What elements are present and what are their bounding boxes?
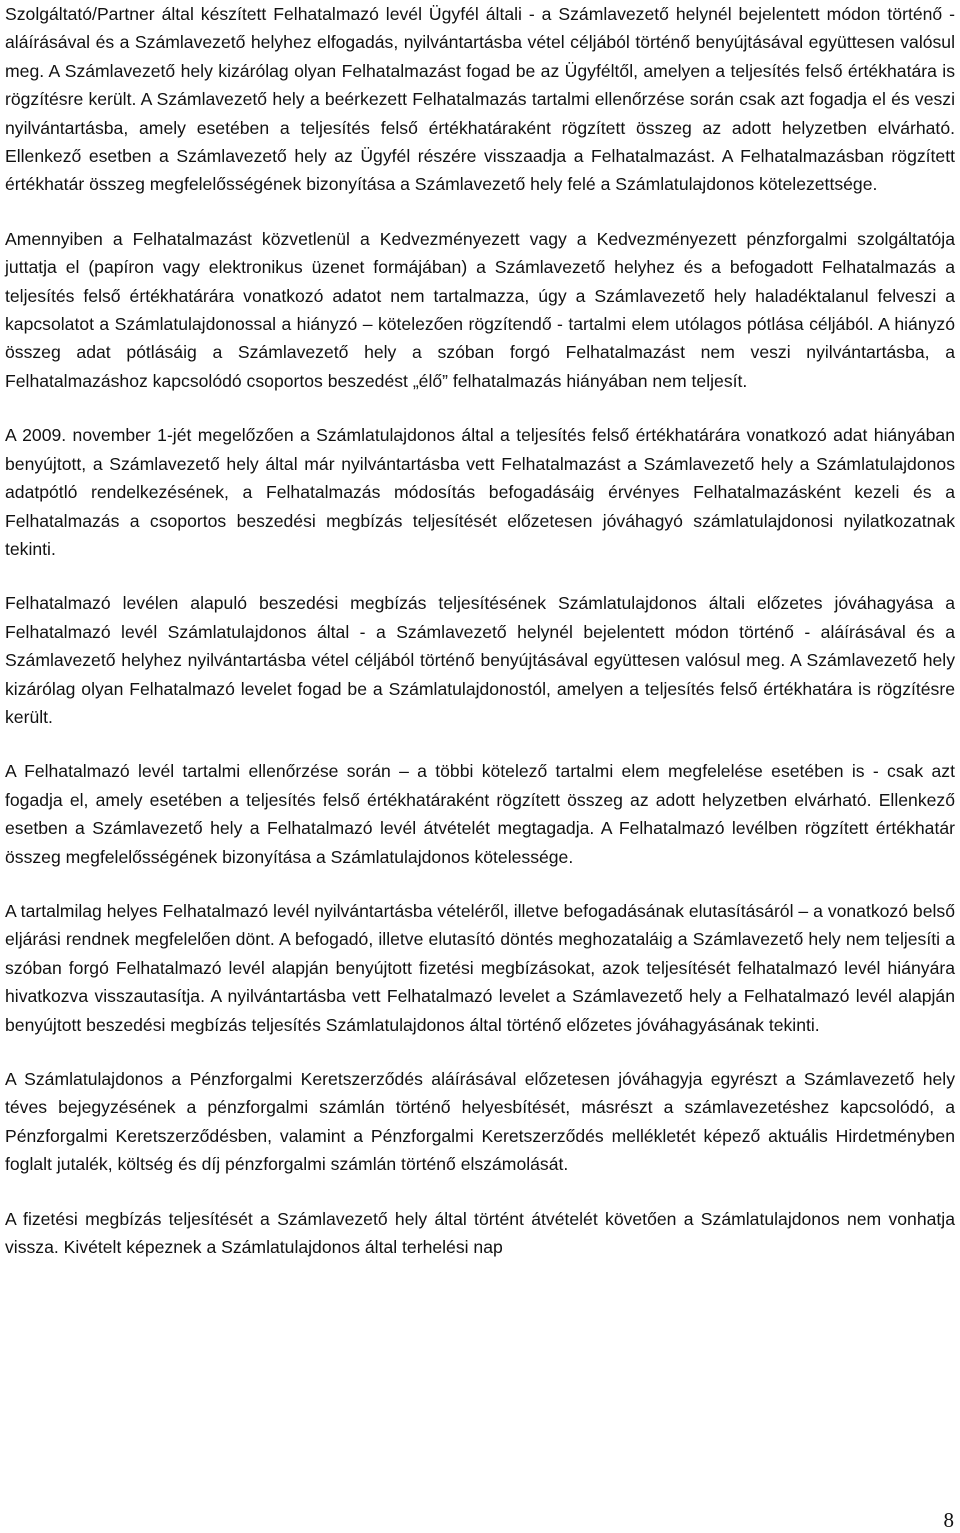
paragraph-collection-approval: Felhatalmazó levélen alapuló beszedési megbízás teljesítésének Számlatulajdonos általi előzetes jóváhagyása a Felhatalmazó levél Számlatulajdonos által - a Számlavezető helynél bejelentett módon történő - aláírásával és a Számlavezető helyhez nyilvántartásba vétel céljából történő benyújtásával együttesen valósul meg. A Számlavezető hely kizárólag olyan Felhatalmazó levelet fogad be a Számlatulajdonostól, amelyen a teljesítés felső értékhatára is rögzítésre került.	[5, 593, 955, 727]
document-page	[5, 0, 955, 1261]
paragraph-framework-contract: A Számlatulajdonos a Pénzforgalmi Keretszerződés aláírásával előzetesen jóváhagyja egyrészt a Számlavezető hely téves bejegyzésének a pénzforgalmi számlán történő helyesbítését, másrészt a számlavezetéshez kapcsolódó, a Pénzforgalmi Keretszerződésben, valamint a Pénzforgalmi Keretszerződés mellékletét képező aktuális Hirdetményben foglalt jutalék, költség és díj pénzforgalmi számlán történő elszámolását.	[5, 1069, 955, 1175]
paragraph-payment-order-revocation: A fizetési megbízás teljesítését a Számlavezető hely által történt átvételét követően a Számlatulajdonos nem vonhatja vissza. Kivételt képeznek a Számlatulajdonos által terhelési nap	[5, 1208, 955, 1258]
paragraph-content-check: A Felhatalmazó levél tartalmi ellenőrzése során – a többi kötelező tartalmi elem megfelelése esetében is - csak azt fogadja el, amely esetében a teljesítés felső értékhatáraként rögzített összeg az adott helyzetben elvárható. Ellenkező esetben a Számlavezető hely a Felhatalmazó levél átvételét megtagadja. A Felhatalmazó levélben rögzített értékhatár összeg megfelelősségének bizonyítása a Számlatulajdonos kötelessége.	[5, 761, 955, 867]
paragraph-authorization-letter-submission: Szolgáltató/Partner által készített Felhatalmazó levél Ügyfél általi - a Számlavezető helynél bejelentett módon történő - aláírásával és a Számlavezető helyhez elfogadás, nyilvántartásba vétel céljából történő benyújtásával együttesen valósul meg. A Számlavezető hely kizárólag olyan Felhatalmazást fogad be az Ügyféltől, amelyen a teljesítés felső értékhatára is rögzítésre került. A Számlavezető hely a beérkezett Felhatalmazás tartalmi ellenőrzése során csak azt fogadja el és veszi nyilvántartásba, amely esetében a teljesítés felső értékhatáraként rögzített összeg az adott helyzetben elvárható. Ellenkező esetben a Számlavezető hely az Ügyfél részére visszaadja a Felhatalmazást. A Felhatalmazásban rögzített értékhatár összeg megfelelősségének bizonyítása a Számlavezető hely felé a Számlatulajdonos kötelezettsége.	[5, 4, 955, 195]
paragraph-beneficiary-submission: Amennyiben a Felhatalmazást közvetlenül a Kedvezményezett vagy a Kedvezményezett pénzforgalmi szolgáltatója juttatja el (papíron vagy elektronikus üzenet formájában) a Számlavezető helyhez és a befogadott Felhatalmazás a teljesítés felső értékhatárára vonatkozó adatot nem tartalmazza, úgy a Számlavezető hely haladéktalanul felveszi a kapcsolatot a Számlatulajdonossal a hiányzó – kötelezően rögzítendő - tartalmi elem utólagos pótlása céljából. A hiányzó összeg adat pótlásáig a Számlavezető hely a szóban forgó Felhatalmazást nem veszi nyilvántartásba, a Felhatalmazáshoz kapcsolódó csoportos beszedést „élő” felhatalmazás hiányában nem teljesít.	[5, 228, 955, 391]
paragraph-pre-2009-authorizations: A 2009. november 1-jét megelőzően a Számlatulajdonos által a teljesítés felső értékhatárára vonatkozó adat hiányában benyújtott, a Számlavezető hely által már nyilvántartásba vett Felhatalmazást a Számlavezető hely a Számlatulajdonos adatpótló rendelkezésének, a Felhatalmazás módosítás befogadásáig érvényes Felhatalmazásként kezeli és a Felhatalmazás a csoportos beszedési megbízás teljesítését előzetesen jóváhagyó számlatulajdonosi nyilatkozatnak tekinti.	[5, 425, 955, 559]
paragraph-registration-decision: A tartalmilag helyes Felhatalmazó levél nyilvántartásba vételéről, illetve befogadásának elutasításáról – a vonatkozó belső eljárási rendnek megfelelően dönt. A befogadó, illetve elutasító döntés meghozataláig a Számlavezető hely nem teljesíti a szóban forgó Felhatalmazó levél alapján benyújtott fizetési megbízásokat, azok teljesítését felhatalmazó levél hiányára hivatkozva visszautasítja. A nyilvántartásba vett Felhatalmazó levelet a Számlavezető hely a Felhatalmazó levél alapján benyújtott beszedési megbízás teljesítés Számlatulajdonos által történő előzetes jóváhagyásának tekinti.	[5, 900, 955, 1035]
page-number: 8	[943, 1508, 954, 1532]
